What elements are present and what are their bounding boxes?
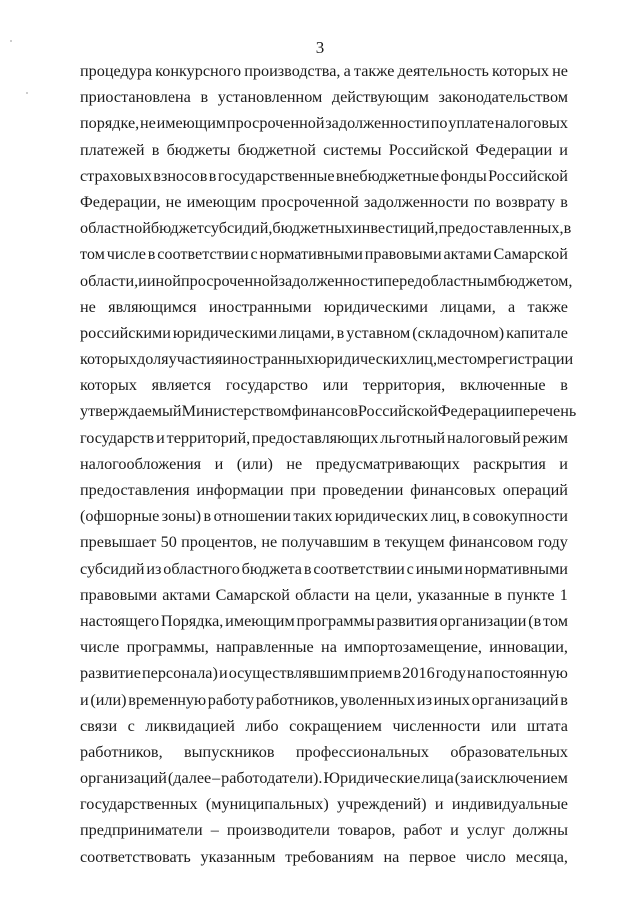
- word: субсидий: [80, 559, 145, 578]
- word: государство: [225, 376, 309, 395]
- scan-speck: [10, 40, 12, 42]
- word: финансовом: [448, 533, 534, 552]
- word: задолженности: [363, 192, 469, 211]
- word: (или): [90, 690, 127, 709]
- word: имеющим: [225, 611, 295, 630]
- word: работодатели).: [221, 769, 323, 788]
- word: и: [434, 795, 444, 814]
- word: 50: [160, 533, 177, 552]
- word: Российской: [388, 140, 469, 159]
- word: постоянную: [483, 664, 568, 683]
- word: лицами,: [440, 297, 496, 316]
- word: не: [286, 454, 303, 473]
- word: Самарской: [493, 245, 568, 264]
- word: в: [494, 585, 503, 604]
- word: иностранных: [222, 350, 315, 369]
- word: правовыми: [364, 245, 442, 264]
- word: услуг: [466, 821, 505, 840]
- word: Юридические: [323, 769, 421, 788]
- word: бюджетом,: [497, 271, 573, 290]
- word: инновации,: [489, 638, 568, 657]
- word: российскими: [80, 323, 171, 342]
- word: законодательством: [438, 88, 568, 107]
- word: процентов,: [181, 533, 258, 552]
- text-line: [80, 163, 568, 189]
- word: территория,: [362, 376, 446, 395]
- word: перед: [383, 271, 423, 290]
- word: в: [563, 219, 572, 238]
- word: предоставления: [80, 481, 190, 499]
- word: нормативными: [464, 559, 568, 578]
- word: иностранными: [208, 297, 312, 316]
- word: капитале: [506, 323, 568, 342]
- word: в: [336, 323, 345, 342]
- word: числе: [80, 638, 120, 657]
- word: и: [559, 140, 568, 159]
- text-line: [80, 84, 568, 110]
- word: действующим: [331, 88, 429, 107]
- word: предоставленных,: [438, 219, 564, 238]
- word: актами: [162, 585, 211, 604]
- word: цели,: [375, 585, 413, 604]
- text-line: [80, 687, 568, 713]
- word: том: [80, 245, 105, 264]
- word: лиц,: [430, 507, 461, 526]
- word: также: [353, 62, 395, 80]
- word: также: [527, 297, 568, 316]
- word: страховых: [80, 166, 152, 185]
- word: раскрытия: [473, 454, 546, 473]
- word: производства,: [244, 62, 341, 80]
- word: году: [537, 533, 568, 552]
- word: число: [465, 847, 506, 866]
- word: задолженности: [325, 114, 430, 133]
- word: иной: [146, 271, 181, 290]
- word: при: [290, 481, 316, 499]
- text-line: [80, 372, 568, 398]
- word: не: [80, 297, 96, 316]
- word: участия: [168, 350, 223, 369]
- word: –: [212, 769, 221, 788]
- word: Федерации,: [80, 192, 161, 211]
- word: местом: [437, 350, 487, 369]
- word: субсидий,: [203, 219, 273, 238]
- word: Федерации: [437, 402, 515, 421]
- word: бюджетной: [237, 140, 316, 159]
- word: которых: [80, 350, 137, 369]
- word: режим: [522, 428, 568, 447]
- word: бюджетных: [272, 219, 354, 238]
- word: а: [508, 297, 516, 316]
- text-line: [80, 425, 568, 451]
- word: предоставляющих: [252, 428, 379, 447]
- page-number: 3: [315, 38, 325, 57]
- word: направленные: [216, 638, 314, 657]
- word: 2016: [402, 664, 435, 683]
- word: проведении: [322, 481, 404, 499]
- text-line: [80, 634, 568, 660]
- word: возврату: [495, 192, 556, 211]
- word: импортозамещение,: [344, 638, 482, 657]
- word: инвестиций,: [353, 219, 439, 238]
- word: актами: [443, 245, 492, 264]
- word: юридических: [334, 507, 429, 526]
- word: не: [165, 192, 182, 211]
- word: юридических: [314, 350, 408, 369]
- word: не: [139, 114, 156, 133]
- word: областного: [163, 559, 240, 578]
- word: имеющим: [156, 114, 227, 133]
- word: сокращением: [289, 716, 382, 735]
- word: фонды: [440, 166, 487, 185]
- word: уволенных: [340, 690, 416, 709]
- word: численности: [392, 716, 481, 735]
- word: 1: [559, 585, 568, 604]
- word: областной: [80, 219, 151, 238]
- text-line: [80, 529, 568, 555]
- word: льготный: [380, 428, 446, 447]
- text-line: [80, 477, 568, 503]
- body-text: [80, 58, 577, 870]
- word: утверждаемый: [80, 402, 182, 421]
- word: области: [295, 585, 350, 604]
- word: образовательных: [450, 742, 568, 761]
- word: просроченной: [180, 271, 279, 290]
- word: задолженности: [278, 271, 384, 290]
- word: году: [435, 664, 466, 683]
- word: информации: [196, 481, 284, 499]
- word: соответствовать: [80, 847, 191, 866]
- word: предприниматели: [80, 821, 203, 840]
- word: по: [430, 114, 448, 133]
- word: в: [151, 140, 160, 159]
- word: являющимся: [108, 297, 197, 316]
- word: территорий,: [166, 428, 251, 447]
- word: работников,: [80, 742, 163, 761]
- word: просроченной: [226, 114, 325, 133]
- word: лиц,: [407, 350, 437, 369]
- word: в: [203, 507, 212, 526]
- word: Федерации: [475, 140, 553, 159]
- text-line: [80, 739, 568, 765]
- text-line: [80, 294, 568, 320]
- word: уставном: [346, 323, 411, 342]
- text-line: [80, 241, 568, 267]
- word: и: [80, 690, 89, 709]
- word: индивидуальные: [451, 795, 568, 814]
- word: включенные: [459, 376, 546, 395]
- word: работу: [207, 690, 255, 709]
- text-line: [80, 346, 574, 372]
- word: (складочном): [412, 323, 505, 342]
- word: превышает: [80, 533, 157, 552]
- word: связи: [80, 716, 118, 735]
- word: которых: [492, 62, 549, 80]
- word: налогообложения: [80, 454, 202, 473]
- word: требованиям: [285, 847, 374, 866]
- word: финансов: [291, 402, 358, 421]
- word: месяца,: [515, 847, 568, 866]
- word: (офшорные: [80, 507, 160, 526]
- word: производители: [226, 821, 330, 840]
- word: и: [450, 821, 459, 840]
- word: совокупности: [472, 507, 568, 526]
- word: соответствии: [157, 245, 249, 264]
- word: таких: [293, 507, 333, 526]
- word: перечень: [514, 402, 577, 421]
- word: и: [214, 454, 224, 473]
- word: лица: [421, 769, 454, 788]
- word: Российской: [357, 402, 438, 421]
- word: Порядка,: [160, 611, 224, 630]
- text-line: [80, 582, 568, 608]
- word: на: [354, 585, 371, 604]
- word: и: [218, 664, 228, 683]
- word: регистрации: [486, 350, 574, 369]
- text-line: [80, 320, 568, 346]
- word: в: [560, 690, 568, 709]
- word: отношении: [213, 507, 291, 526]
- word: в: [560, 376, 568, 395]
- word: программы: [296, 611, 375, 630]
- word: области,: [80, 271, 139, 290]
- word: бюджет: [150, 219, 204, 238]
- word: указанным: [200, 847, 276, 866]
- word: предусматривающих: [315, 454, 460, 473]
- word: учреждений): [337, 795, 427, 814]
- text-line: [80, 765, 568, 791]
- word: первое: [409, 847, 456, 866]
- word: работ: [403, 821, 442, 840]
- word: осуществлявшим: [228, 664, 349, 683]
- word: а: [343, 62, 351, 80]
- word: бюджеты: [166, 140, 231, 159]
- word: –: [210, 821, 219, 840]
- word: в: [147, 245, 156, 264]
- text-line: [80, 844, 568, 870]
- word: в: [372, 533, 381, 552]
- text-line: [80, 110, 568, 136]
- word: установленном: [217, 88, 323, 107]
- word: профессиональных: [295, 742, 430, 761]
- word: программы,: [126, 638, 209, 657]
- word: является: [151, 376, 212, 395]
- word: которых: [80, 376, 137, 395]
- word: нормативными: [259, 245, 363, 264]
- word: временную: [128, 690, 207, 709]
- word: или: [322, 376, 349, 395]
- word: в: [393, 664, 402, 683]
- text-line: [80, 268, 573, 294]
- text-line: [80, 398, 577, 424]
- text-line: [80, 58, 568, 84]
- word: зоны): [161, 507, 202, 526]
- word: или: [491, 716, 517, 735]
- word: в: [303, 559, 312, 578]
- word: иных: [433, 690, 470, 709]
- word: организации: [439, 611, 527, 630]
- word: финансовых: [410, 481, 496, 499]
- word: (в: [528, 611, 542, 630]
- word: налоговый: [447, 428, 521, 447]
- word: в: [208, 166, 217, 185]
- word: не: [552, 62, 568, 80]
- word: юридическими: [323, 297, 428, 316]
- text-line: [80, 556, 568, 582]
- word: Самарской: [215, 585, 290, 604]
- word: государств: [80, 428, 155, 447]
- word: в: [200, 88, 209, 107]
- word: и: [156, 428, 165, 447]
- word: внебюджетные: [335, 166, 440, 185]
- text-line: [80, 608, 568, 634]
- word: организаций: [471, 690, 559, 709]
- word: и: [559, 454, 568, 473]
- word: текущем: [384, 533, 445, 552]
- text-line: [80, 817, 568, 843]
- word: товаров,: [337, 821, 396, 840]
- word: штата: [526, 716, 568, 735]
- word: доля: [136, 350, 169, 369]
- text-line: [80, 215, 572, 241]
- word: работников,: [255, 690, 339, 709]
- word: процедура: [80, 62, 153, 80]
- word: бюджета: [241, 559, 302, 578]
- word: государственные: [217, 166, 335, 185]
- word: налоговых: [494, 114, 568, 133]
- word: персонала): [141, 664, 218, 683]
- word: соответствии: [313, 559, 405, 578]
- text-line: [80, 660, 568, 686]
- word: взносов: [153, 166, 208, 185]
- word: развитие: [80, 664, 141, 683]
- word: развития: [376, 611, 438, 630]
- word: (за: [454, 769, 474, 788]
- word: из: [416, 690, 432, 709]
- word: прием: [349, 664, 393, 683]
- word: ликвидацией: [145, 716, 235, 735]
- word: и: [138, 271, 147, 290]
- word: исключением: [474, 769, 568, 788]
- word: указанные: [417, 585, 490, 604]
- word: том: [543, 611, 568, 630]
- word: настоящего: [80, 611, 160, 630]
- scan-speck: [26, 92, 28, 94]
- word: просроченной: [261, 192, 359, 211]
- text-line: [80, 503, 568, 529]
- word: имеющим: [186, 192, 257, 211]
- word: в: [462, 507, 471, 526]
- word: областным: [422, 271, 498, 290]
- word: деятельность: [397, 62, 489, 80]
- word: на: [383, 847, 400, 866]
- word: должны: [513, 821, 568, 840]
- word: операций: [502, 481, 568, 499]
- word: получавшим: [281, 533, 369, 552]
- text-line: [80, 189, 568, 215]
- word: из: [146, 559, 162, 578]
- word: на: [321, 638, 337, 657]
- word: приостановлена: [80, 88, 191, 107]
- word: с: [406, 559, 414, 578]
- word: (далее: [167, 769, 212, 788]
- word: пункте: [507, 585, 555, 604]
- word: числе: [106, 245, 146, 264]
- word: по: [473, 192, 491, 211]
- word: лицами,: [279, 323, 335, 342]
- word: Министерством: [181, 402, 292, 421]
- word: (или): [236, 454, 273, 473]
- word: с: [127, 716, 135, 735]
- word: правовыми: [80, 585, 157, 604]
- text-line: [80, 137, 568, 163]
- word: не: [261, 533, 278, 552]
- word: конкурсного: [155, 62, 242, 80]
- word: иными: [415, 559, 463, 578]
- word: либо: [245, 716, 279, 735]
- word: Российской: [488, 166, 568, 185]
- word: системы: [323, 140, 382, 159]
- word: в: [560, 192, 568, 211]
- text-line: [80, 451, 568, 477]
- text-line: [80, 713, 568, 739]
- word: порядке,: [80, 114, 140, 133]
- word: юридическими: [172, 323, 278, 342]
- word: организаций: [80, 769, 167, 788]
- word: выпускников: [184, 742, 275, 761]
- word: на: [467, 664, 483, 683]
- word: с: [250, 245, 258, 264]
- word: государственных: [80, 795, 198, 814]
- word: платежей: [80, 140, 145, 159]
- text-line: [80, 791, 568, 817]
- word: уплате: [448, 114, 495, 133]
- word: (муниципальных): [205, 795, 329, 814]
